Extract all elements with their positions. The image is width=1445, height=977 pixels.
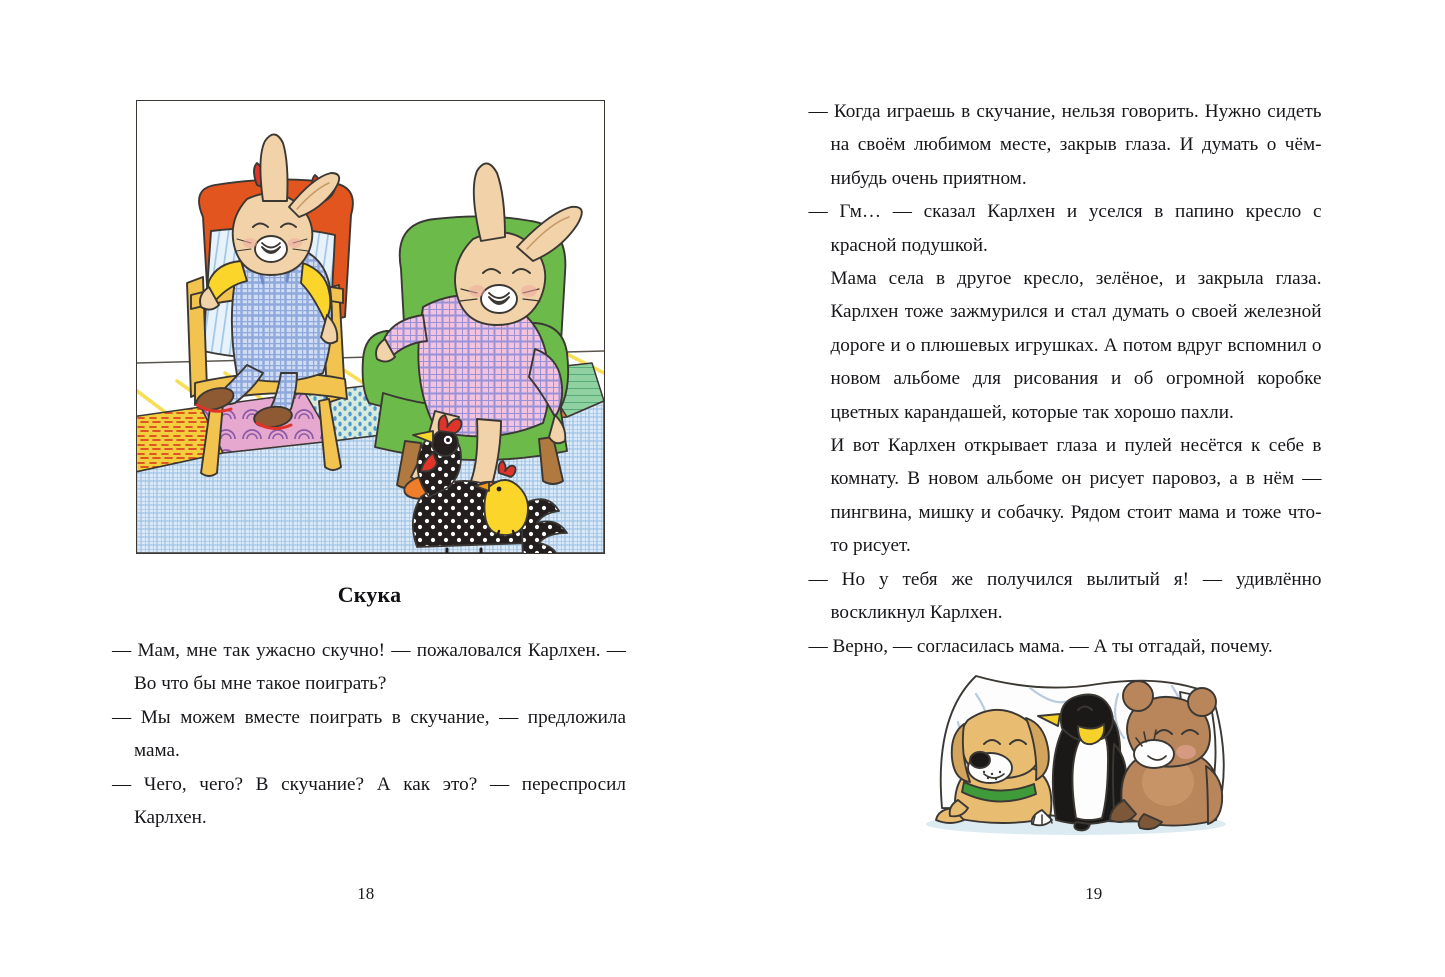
paragraph: — Но у тебя же получился вылитый я! — удивлённо воскликнул Карлхен. xyxy=(808,568,1322,624)
paragraph: И вот Карлхен открывает глаза и пулей несётся к себе в комнату. В новом альбоме он рисует паровоз, а в нём — пингвина, мишку и собачку. Рядом стоит мама и тоже что-то рисует. xyxy=(830,435,1322,557)
illustration-karlchen-and-mama xyxy=(136,100,605,554)
paragraph: — Верно, — согласилась мама. — А ты отгадай, почему. xyxy=(808,635,1273,657)
page-number-value: 18 xyxy=(357,884,375,903)
right-page-body-text xyxy=(809,95,1322,663)
paragraph: — Мам, мне так ужасно скучно! — пожаловался Карлхен. — Во что бы мне такое поиграть? xyxy=(112,640,626,695)
page-number-left xyxy=(0,884,723,904)
paragraph: — Гм… — сказал Карлхен и уселся в папино кресло с красной подушкой. xyxy=(808,201,1322,256)
paragraph: Мама села в другое кресло, зелёное, и закрыла глаза. Карлхен тоже зажмурился и стал думать о своей железной дороге и о плюшевых игрушках. А потом вдруг вспомнил о новом альбоме для рисования и об огромной коробке цветных карандашей, которые так хорошо пахли. xyxy=(830,268,1322,423)
paragraph: — Мы можем вместе поиграть в скучание, — предложила мама. xyxy=(112,706,626,762)
page-number-right xyxy=(723,884,1445,904)
page-number-value: 19 xyxy=(1085,884,1103,903)
paragraph: — Чего, чего? В скучание? А как это? — переспросил Карлхен. xyxy=(112,773,626,829)
left-page-body-text xyxy=(112,634,626,834)
right-page xyxy=(723,0,1445,977)
illustration-plush-toys xyxy=(880,658,1270,838)
chapter-title: Скука xyxy=(337,582,402,607)
paragraph: — Когда играешь в скучание, нельзя говорить. Нужно сидеть на своём любимом месте, закрыв глаза. И думать о чём-нибудь очень приятном. xyxy=(808,101,1322,189)
